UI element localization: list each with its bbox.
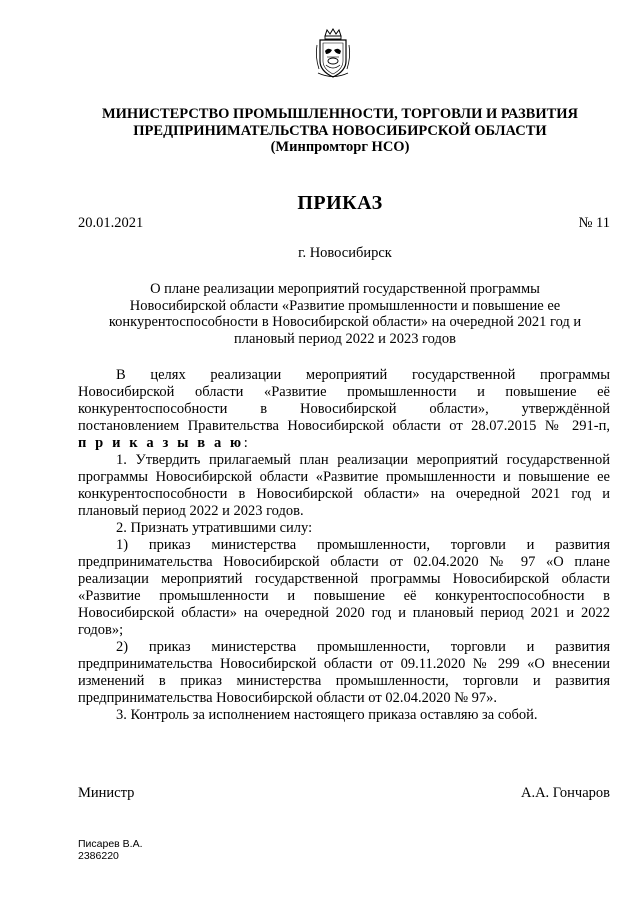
- subject-line: О плане реализации мероприятий государственной программы: [150, 281, 540, 297]
- body-line: 1. Утвердить прилагаемый план реализации мероприятий государственной: [116, 452, 610, 468]
- body-line: [78, 435, 610, 452]
- body-line: предпринимательства Новосибирской области от 09.11.2020 № 299 «О внесении: [78, 656, 610, 672]
- body-line: плановый период 2022 и 2023 годов.: [78, 503, 304, 519]
- order-subject: [98, 281, 592, 348]
- body-line: конкурентоспособности в Новосибирской области» на очередной 2021 год и: [78, 486, 610, 502]
- executor-info: [78, 838, 143, 862]
- coat-of-arms-icon: [314, 27, 352, 81]
- executor-phone: 2386220: [78, 850, 119, 862]
- body-line: 2) приказ министерства промышленности, торговли и развития: [116, 639, 610, 655]
- document-title: ПРИКАЗ: [297, 192, 383, 214]
- body-line: Новосибирской области» на очередной 2020 год и плановый период 2021 и 2022: [78, 605, 610, 621]
- order-decree-word: п р и к а з ы в а ю: [78, 435, 244, 451]
- order-number: № 11: [578, 215, 610, 231]
- body-line: предпринимательства Новосибирской области от 02.04.2020 № 97».: [78, 690, 498, 706]
- body-line: В целях реализации мероприятий государственной программы: [116, 367, 610, 383]
- ministry-name-line1: МИНИСТЕРСТВО ПРОМЫШЛЕННОСТИ, ТОРГОВЛИ И РАЗВИТИЯ: [101, 106, 579, 122]
- body-line: «Развитие промышленности и повышение её конкурентоспособности в: [78, 588, 610, 604]
- body-line: 3. Контроль за исполнением настоящего приказа оставляю за собой.: [116, 707, 538, 723]
- body-line: программы Новосибирской области «Развитие промышленности и повышение ее: [78, 469, 610, 485]
- body-line: предпринимательства Новосибирской области от 02.04.2020 № 97 «О плане: [78, 554, 610, 570]
- body-line: реализации мероприятий государственной программы Новосибирской области: [78, 571, 610, 587]
- subject-line: конкурентоспособности в Новосибирской области» на очередной 2021 год и: [108, 314, 582, 331]
- subject-line: плановый период 2022 и 2023 годов: [234, 331, 456, 348]
- body-line: 1) приказ министерства промышленности, торговли и развития: [116, 537, 610, 553]
- ministry-name-line2: ПРЕДПРИНИМАТЕЛЬСТВА НОВОСИБИРСКОЙ ОБЛАСТИ: [133, 122, 547, 139]
- order-city: г. Новосибирск: [298, 245, 392, 261]
- subject-line: Новосибирской области «Развитие промышленности и повышение ее: [129, 297, 561, 314]
- body-line: постановлением Правительства Новосибирской области от 28.07.2015 № 291-п,: [78, 418, 610, 434]
- body-line: Новосибирской области «Развитие промышленности и повышение её: [78, 384, 610, 400]
- ministry-header: [60, 106, 620, 156]
- decree-colon: :: [243, 435, 248, 451]
- order-body: [78, 367, 610, 724]
- executor-name: Писарев В.А.: [78, 838, 143, 850]
- body-line: 2. Признать утратившими силу:: [116, 520, 313, 536]
- order-date: 20.01.2021: [78, 215, 144, 231]
- body-line: конкурентоспособности в Новосибирской области», утверждённой: [78, 401, 610, 417]
- signatory-name: А.А. Гончаров: [520, 785, 610, 801]
- body-line: годов»;: [78, 622, 124, 638]
- ministry-short-name: (Минпромторг НСО): [270, 139, 410, 155]
- signatory-position: Министр: [78, 785, 135, 801]
- body-line: изменений в приказ министерства промышленности, торговли и развития: [78, 673, 610, 689]
